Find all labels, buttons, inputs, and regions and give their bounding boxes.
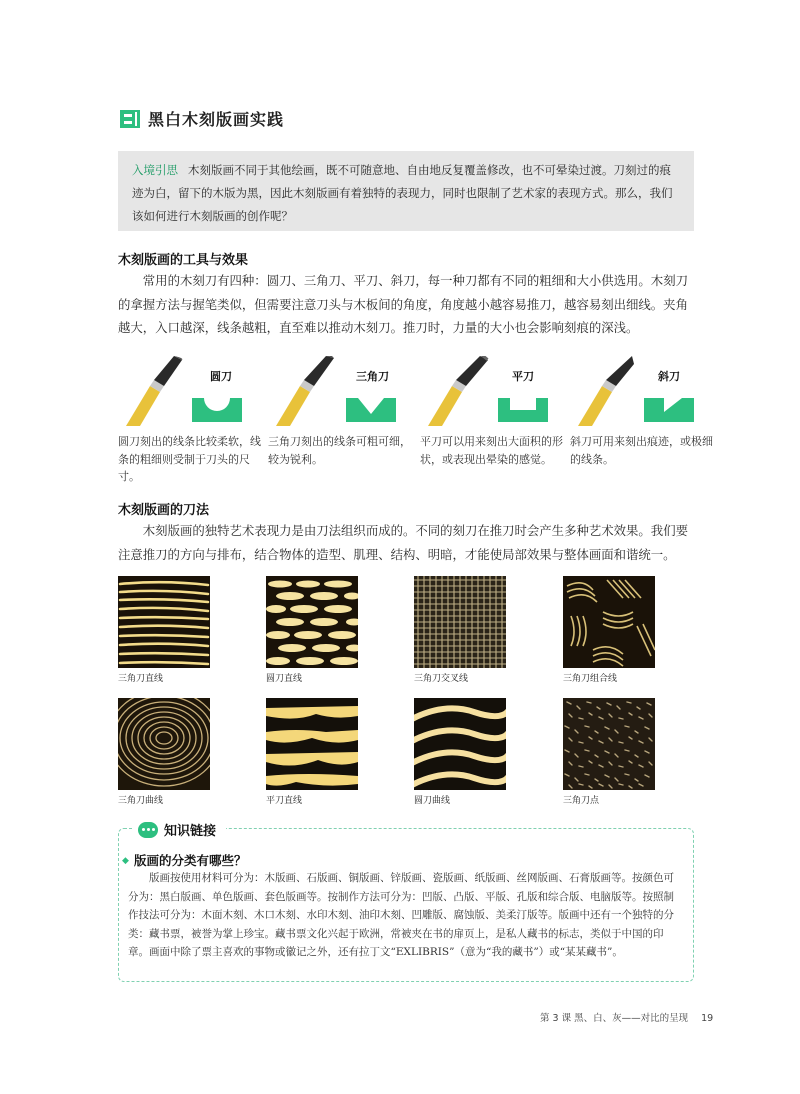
- technique-caption: 圆刀曲线: [414, 796, 451, 806]
- tool-desc: 三角刀刻出的线条可粗可细，较为锐利。: [268, 435, 411, 466]
- flat-chisel-icon: [420, 356, 500, 428]
- tool-name: 三角刀: [356, 370, 389, 383]
- techniques-paragraph: 木刻版画的独特艺术表现力是由刀法组织而成的。不同的刻刀在推刀时会产生多种艺术效果。我们要注意推刀的方向与排布，结合物体的造型、肌理、结构、明暗，才能使局部效果与整体画面和谐统一。: [118, 523, 688, 562]
- technique-caption: 三角刀直线: [118, 674, 164, 684]
- technique-sample-v-cross: [414, 576, 506, 668]
- technique-caption: 三角刀组合线: [563, 674, 618, 684]
- tool-flat-chisel: [420, 356, 570, 426]
- technique-sample-round-straight: [266, 576, 358, 668]
- tool-name: 圆刀: [210, 370, 232, 383]
- intro-text: 木刻版画不同于其他绘画，既不可随意地、自由地反复覆盖修改，也不可晕染过渡。刀刻过的痕迹为白，留下的木版为黑，因此木刻版画有着独特的表现力，同时也限制了艺术家的表现方式。那么，我们该如何进行木刻版画的创作呢？: [132, 163, 673, 223]
- knowledge-body: 版画按使用材料可分为：木版画、石版画、铜版画、锌版画、瓷版画、纸版画、丝网版画、石膏版画等。按颜色可分为：黑白版画、单色版画、套色版画等。按制作方法可分为：凹版、凸版、平版、孔版和综合版、电脑版等。按照制作技法可分为：木面木刻、木口木刻、水印木刻、油印木刻、凹雕版、腐蚀版、美柔汀版等。版画中还有一个独特的分类：藏书票，被誉为掌上珍宝。藏书票文化兴起于欧洲，常被夹在书的扉页上，是私人藏书的标志，类似于中国的印章。画面中除了票主喜欢的事物或徽记之外，还有拉丁文“EXLIBRIS”（意为“我的藏书”）或“某某藏书”。: [128, 872, 674, 958]
- knowledge-header: [134, 819, 226, 839]
- technique-caption: 圆刀直线: [266, 674, 303, 684]
- technique-caption: 三角刀交叉线: [414, 674, 469, 684]
- v-gouge-icon: [268, 356, 348, 428]
- technique-sample-v-dots: [563, 698, 655, 790]
- technique-caption: 平刀直线: [266, 796, 303, 806]
- diamond-bullet-icon: ◆: [122, 856, 129, 866]
- flat-cut-profile: [498, 398, 548, 422]
- tool-skew-knife: [570, 356, 720, 426]
- technique-caption: 三角刀点: [563, 796, 600, 806]
- tools-paragraph: 常用的木刻刀有四种：圆刀、三角刀、平刀、斜刀，每一种刀都有不同的粗细和大小供选用。木刻刀的拿握方法与握笔类似，但需要注意刀头与木板间的角度，角度越小越容易推刀，越容易刻出细线。夹角越大，入口越深，线条越粗，直至难以推动木刻刀。推刀时，力量的大小也会影响刻痕的深浅。: [118, 273, 688, 335]
- footer-lesson: 第 3 课 黑、白、灰——对比的呈现: [540, 1013, 689, 1024]
- tool-desc: 斜刀可用来刻出痕迹，或极细的线条。: [570, 435, 713, 466]
- technique-sample-v-straight: [118, 576, 210, 668]
- intro-label: 入境引思: [132, 163, 178, 177]
- tool-round-gouge: [118, 356, 268, 426]
- tools-heading: 木刻版画的工具与效果: [118, 253, 249, 268]
- tool-desc: 圆刀刻出的线条比较柔软，线条的粗细则受制于刀头的尺寸。: [118, 435, 261, 483]
- v-cut-profile: [346, 398, 396, 422]
- page-footer: [540, 1010, 713, 1024]
- intro-box: [118, 151, 694, 231]
- technique-sample-flat-straight: [266, 698, 358, 790]
- technique-sample-v-combined: [563, 576, 655, 668]
- tool-name: 斜刀: [658, 370, 680, 383]
- round-gouge-icon: [118, 356, 198, 428]
- technique-caption: 三角刀曲线: [118, 796, 164, 806]
- section-badge-icon: [120, 110, 140, 128]
- page-number: 19: [701, 1013, 714, 1024]
- knowledge-title: 知识链接: [164, 824, 217, 839]
- skew-cut-profile: [644, 398, 694, 422]
- round-cut-profile: [192, 398, 242, 422]
- tool-v-gouge: [268, 356, 418, 426]
- tool-desc: 平刀可以用来刻出大面积的形状，或表现出晕染的感觉。: [420, 435, 563, 466]
- tool-name: 平刀: [512, 370, 534, 383]
- knowledge-question: 版画的分类有哪些？: [134, 853, 247, 868]
- chat-bubble-icon: [138, 822, 158, 838]
- section-title: 黑白木刻版画实践: [148, 110, 285, 129]
- techniques-heading: 木刻版画的刀法: [118, 503, 210, 518]
- technique-sample-v-curve: [118, 698, 210, 790]
- technique-sample-round-curve: [414, 698, 506, 790]
- skew-knife-icon: [570, 356, 650, 428]
